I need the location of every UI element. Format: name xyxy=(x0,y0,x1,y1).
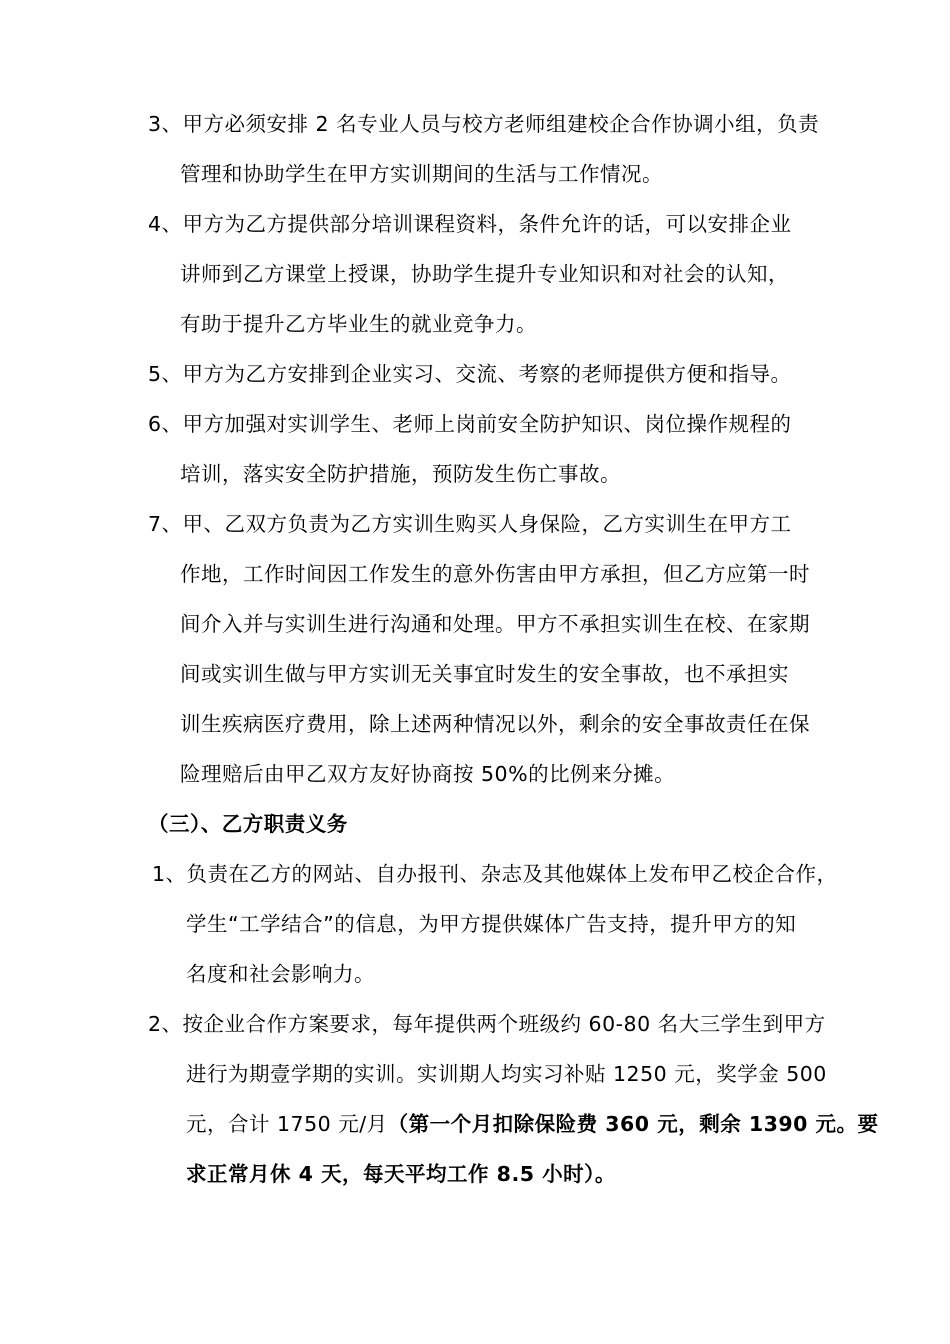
clause-7-line-1: 7、甲、乙双方负责为乙方实训生购买人身保险，乙方实训生在甲方工 xyxy=(148,512,792,536)
clause-7-line-5: 训生疾病医疗费用，除上述两种情况以外，剩余的安全事故责任在保 xyxy=(180,712,810,736)
clause-5-line-1: 5、甲方为乙方安排到企业实习、交流、考察的老师提供方便和指导。 xyxy=(148,362,792,386)
clause-3-line-2: 管理和协助学生在甲方实训期间的生活与工作情况。 xyxy=(180,162,663,186)
duty-2-line-3-bold: （第一个月扣除保险费 360 元，剩余 1390 元。要 xyxy=(387,1112,879,1136)
duty-2-line-4: 求正常月休 4 天，每天平均工作 8.5 小时）。 xyxy=(186,1162,616,1186)
clause-7-line-6: 险理赔后由甲乙双方友好协商按 50%的比例来分摊。 xyxy=(180,762,676,786)
clause-4-line-2: 讲师到乙方课堂上授课，协助学生提升专业知识和对社会的认知， xyxy=(180,262,789,286)
duty-2-line-3 xyxy=(186,1109,879,1139)
duty-2-line-1: 2、按企业合作方案要求，每年提供两个班级约 60-80 名大三学生到甲方 xyxy=(148,1012,826,1036)
section-heading: （三）、乙方职责义务 xyxy=(148,812,348,836)
duty-2-line-2: 进行为期壹学期的实训。实训期人均实习补贴 1250 元，奖学金 500 xyxy=(186,1062,827,1086)
clause-7-line-2: 作地，工作时间因工作发生的意外伤害由甲方承担，但乙方应第一时 xyxy=(180,562,810,586)
duty-2-line-3-normal: 元，合计 1750 元/月 xyxy=(186,1112,388,1136)
duty-1-line-3: 名度和社会影响力。 xyxy=(186,962,375,986)
clause-7-line-4: 间或实训生做与甲方实训无关事宜时发生的安全事故，也不承担实 xyxy=(180,662,789,686)
clause-3-line-1: 3、甲方必须安排 2 名专业人员与校方老师组建校企合作协调小组，负责 xyxy=(148,112,820,136)
clause-4-line-1: 4、甲方为乙方提供部分培训课程资料，条件允许的话，可以安排企业 xyxy=(148,212,792,236)
clause-6-line-2: 培训，落实安全防护措施，预防发生伤亡事故。 xyxy=(180,462,621,486)
duty-1-line-2: 学生“工学结合”的信息，为甲方提供媒体广告支持，提升甲方的知 xyxy=(186,912,797,936)
duty-1-line-1: 1、负责在乙方的网站、自办报刊、杂志及其他媒体上发布甲乙校企合作， xyxy=(152,862,838,886)
clause-6-line-1: 6、甲方加强对实训学生、老师上岗前安全防护知识、岗位操作规程的 xyxy=(148,412,792,436)
clause-4-line-3: 有助于提升乙方毕业生的就业竞争力。 xyxy=(180,312,537,336)
clause-7-line-3: 间介入并与实训生进行沟通和处理。甲方不承担实训生在校、在家期 xyxy=(180,612,810,636)
